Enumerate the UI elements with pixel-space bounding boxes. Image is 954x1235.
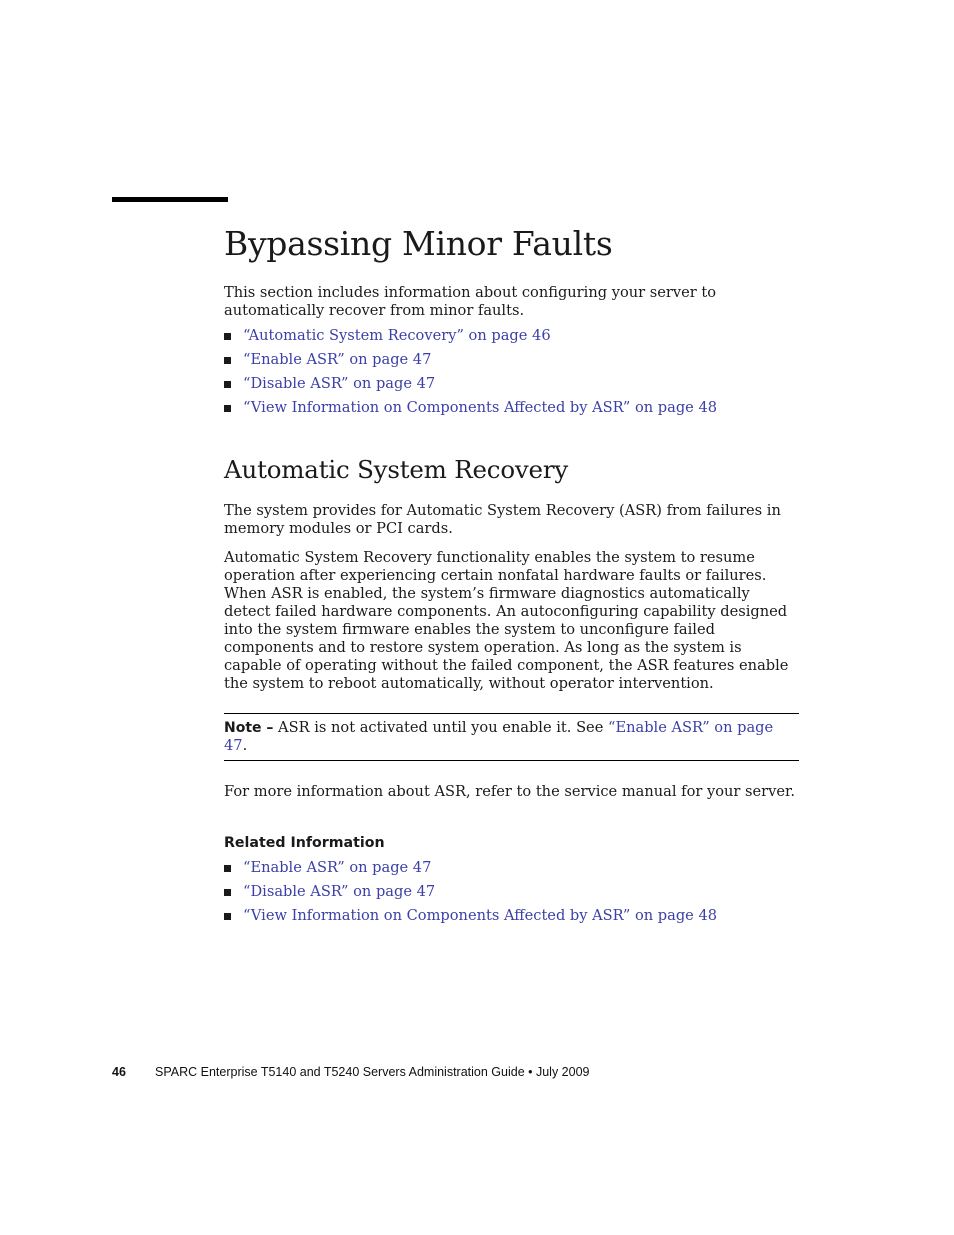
list-item	[224, 399, 799, 417]
bullet-icon	[224, 381, 231, 388]
bullet-icon	[224, 889, 231, 896]
note-link-enable-asr[interactable]: “Enable ASR” on page 47	[224, 719, 774, 754]
list-item	[224, 351, 799, 369]
note-end: .	[242, 737, 248, 754]
list-item	[224, 375, 799, 393]
link-automatic-system-recovery[interactable]: “Automatic System Recovery” on page 46	[243, 327, 551, 344]
list-item	[224, 859, 799, 877]
note-label: Note –	[224, 720, 274, 736]
intro-paragraph: This section includes information about configuring your server to automatically recover from minor faults.	[224, 284, 717, 319]
chapter-title: Bypassing Minor Faults	[224, 224, 613, 263]
page-content	[224, 222, 799, 931]
toc-link-list	[224, 327, 799, 417]
bullet-icon	[224, 913, 231, 920]
page-number: 46	[112, 1065, 126, 1079]
list-item	[224, 327, 799, 345]
bullet-icon	[224, 865, 231, 872]
note-text: ASR is not activated until you enable it. See	[278, 719, 604, 736]
paragraph: The system provides for Automatic System Recovery (ASR) from failures in memory modules or PCI cards.	[224, 502, 781, 537]
list-item	[224, 883, 799, 901]
page-footer	[112, 1064, 589, 1080]
footer-text: SPARC Enterprise T5140 and T5240 Servers Administration Guide • July 2009	[155, 1065, 590, 1079]
link-view-information-asr[interactable]: “View Information on Components Affected by ASR” on page 48	[243, 399, 718, 416]
chapter-rule	[112, 197, 228, 202]
related-link-disable-asr[interactable]: “Disable ASR” on page 47	[243, 883, 436, 900]
related-link-enable-asr[interactable]: “Enable ASR” on page 47	[243, 859, 432, 876]
related-information-heading: Related Information	[224, 835, 385, 851]
list-item	[224, 907, 799, 925]
bullet-icon	[224, 357, 231, 364]
related-link-list	[224, 859, 799, 925]
link-enable-asr[interactable]: “Enable ASR” on page 47	[243, 351, 432, 368]
bullet-icon	[224, 405, 231, 412]
section-title: Automatic System Recovery	[224, 455, 568, 484]
after-note-paragraph: For more information about ASR, refer to the service manual for your server.	[224, 783, 796, 800]
note-box	[224, 713, 799, 761]
paragraph: Automatic System Recovery functionality enables the system to resume operation after experiencing certain nonfatal hardware faults or failures. When ASR is enabled, the system’s firmware diagnostics automatically detect failed hardware components. An autoconfiguring capability designed into the system firmware enables the system to unconfigure failed components and to restore system operation. As long as the system is capable of operating without the failed component, the ASR features enable the system to reboot automatically, without operator intervention.	[224, 549, 789, 692]
related-link-view-information-asr[interactable]: “View Information on Components Affected by ASR” on page 48	[243, 907, 718, 924]
bullet-icon	[224, 333, 231, 340]
link-disable-asr[interactable]: “Disable ASR” on page 47	[243, 375, 436, 392]
